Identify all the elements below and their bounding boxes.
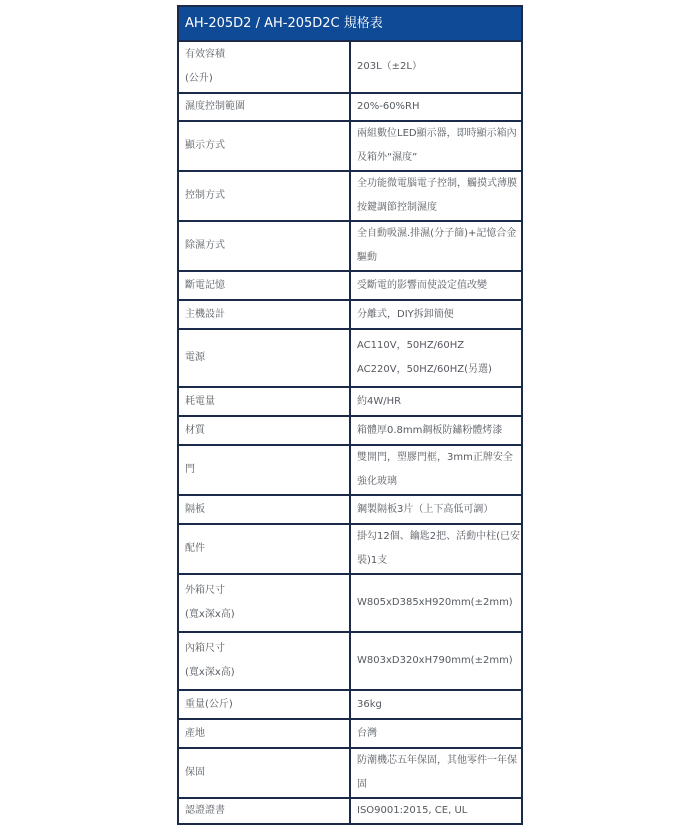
spec-row	[178, 798, 522, 824]
spec-row	[178, 93, 522, 121]
spec-value: AC220V，50HZ/60HZ(另選)	[357, 364, 492, 375]
spec-row	[178, 632, 522, 690]
spec-label: 耗電量	[185, 395, 215, 407]
spec-value-cell	[350, 416, 522, 445]
spec-label-cell	[178, 329, 350, 387]
spec-value: ISO9001:2015, CE, UL	[357, 805, 468, 816]
spec-label-cell	[178, 121, 350, 171]
spec-row	[178, 387, 522, 416]
spec-label-cell	[178, 719, 350, 748]
spec-row	[178, 445, 522, 495]
spec-label: 門	[185, 464, 195, 475]
spec-value-cell	[350, 632, 522, 690]
spec-value: 203L（±2L）	[357, 61, 422, 72]
spec-label-cell	[178, 93, 350, 121]
spec-value: 受斷電的影響而使設定值改變	[357, 279, 487, 291]
spec-label: 斷電記憶	[185, 279, 225, 291]
spec-value-cell	[350, 271, 522, 300]
spec-label-cell	[178, 524, 350, 574]
spec-value-cell	[350, 93, 522, 121]
spec-label-cell	[178, 41, 350, 93]
spec-label: 控制方式	[185, 190, 225, 201]
spec-value-cell	[350, 387, 522, 416]
spec-table-header-row	[178, 6, 522, 41]
spec-table-title: AH-205D2 / AH-205D2C 規格表	[178, 6, 522, 41]
spec-label-cell	[178, 495, 350, 524]
spec-label: 電源	[185, 352, 205, 363]
spec-value: 兩組數位LED顯示器，即時顯示箱內及箱外“濕度”	[357, 128, 517, 163]
spec-value: AC110V，50HZ/60HZ	[357, 340, 465, 351]
spec-label: (寬x深x高)	[185, 609, 235, 620]
spec-label-cell	[178, 798, 350, 824]
spec-value-cell	[350, 171, 522, 221]
spec-value-cell	[350, 221, 522, 271]
spec-row	[178, 690, 522, 719]
spec-label-cell	[178, 632, 350, 690]
spec-value: 約4W/HR	[357, 395, 402, 407]
spec-value: 20%-60%RH	[357, 101, 420, 112]
spec-label: 認證證書	[185, 805, 225, 816]
spec-row	[178, 574, 522, 632]
spec-value-cell	[350, 445, 522, 495]
spec-row	[178, 329, 522, 387]
spec-value: 雙開門，塑膠門框，3mm正牌安全強化玻璃	[357, 452, 513, 487]
spec-row	[178, 416, 522, 445]
spec-value: 箱體厚0.8mm鋼板防鏽粉體烤漆	[357, 424, 503, 436]
spec-row	[178, 121, 522, 171]
spec-label: 配件	[185, 543, 205, 554]
spec-value-cell	[350, 574, 522, 632]
spec-label: 外箱尺寸	[185, 585, 225, 596]
spec-label: 隔板	[185, 503, 205, 515]
spec-label: 顯示方式	[185, 140, 225, 151]
spec-label-cell	[178, 387, 350, 416]
spec-label: 有效容積	[185, 49, 225, 60]
spec-value: 台灣	[357, 727, 377, 739]
spec-table	[177, 5, 523, 825]
spec-value-cell	[350, 748, 522, 798]
spec-value-cell	[350, 329, 522, 387]
spec-label: 產地	[185, 727, 205, 739]
spec-label-cell	[178, 300, 350, 329]
spec-row	[178, 41, 522, 93]
spec-label: 重量(公斤)	[185, 698, 233, 710]
spec-value-cell	[350, 300, 522, 329]
spec-row	[178, 221, 522, 271]
spec-row	[178, 524, 522, 574]
spec-value: 防潮機芯五年保固，其他零件一年保固	[357, 755, 517, 790]
spec-value-cell	[350, 495, 522, 524]
spec-label-cell	[178, 271, 350, 300]
spec-value-cell	[350, 41, 522, 93]
spec-label: 主機設計	[185, 308, 225, 320]
spec-label: 內箱尺寸	[185, 643, 225, 654]
spec-label-cell	[178, 574, 350, 632]
spec-label: (寬x深x高)	[185, 667, 235, 678]
spec-row	[178, 495, 522, 524]
spec-value-cell	[350, 524, 522, 574]
spec-value: W803xD320xH790mm(±2mm)	[357, 655, 513, 666]
spec-row	[178, 748, 522, 798]
spec-row	[178, 171, 522, 221]
spec-label-cell	[178, 416, 350, 445]
spec-value-cell	[350, 690, 522, 719]
spec-row	[178, 300, 522, 329]
spec-row	[178, 271, 522, 300]
spec-label: 濕度控制範圍	[185, 101, 245, 112]
spec-label-cell	[178, 445, 350, 495]
spec-value: W805xD385xH920mm(±2mm)	[357, 597, 513, 608]
spec-row	[178, 719, 522, 748]
spec-label-cell	[178, 171, 350, 221]
spec-value-cell	[350, 121, 522, 171]
spec-label-cell	[178, 748, 350, 798]
spec-label: 除濕方式	[185, 240, 225, 251]
spec-value: 掛勾12個、鑰匙2把、活動中柱(已安裝)1支	[357, 531, 520, 566]
spec-table-body	[178, 41, 522, 824]
spec-label: (公升)	[185, 73, 213, 84]
spec-value-cell	[350, 719, 522, 748]
spec-value-cell	[350, 798, 522, 824]
spec-label-cell	[178, 690, 350, 719]
spec-label: 保固	[185, 767, 205, 778]
spec-value: 全功能微電腦電子控制，觸摸式薄膜按鍵調節控制濕度	[357, 178, 517, 213]
spec-value: 分離式，DIY拆卸簡便	[357, 308, 454, 320]
spec-label-cell	[178, 221, 350, 271]
spec-label: 材質	[185, 424, 205, 436]
spec-value: 鋼製隔板3片（上下高低可調）	[357, 503, 494, 515]
spec-value: 全自動吸濕.排濕(分子篩)+記憶合金驅動	[357, 228, 517, 263]
spec-value: 36kg	[357, 698, 382, 710]
